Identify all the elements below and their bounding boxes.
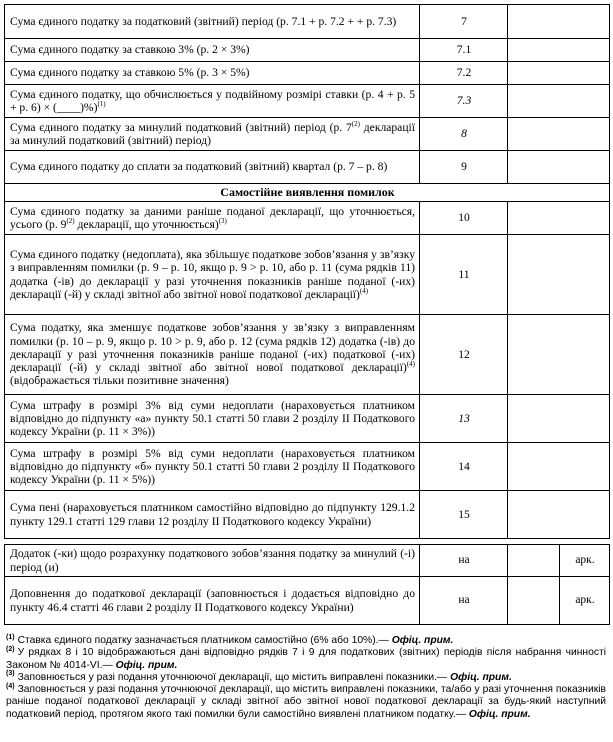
footnote-official: Офіц. прим. — [450, 671, 512, 683]
footnote-mark: (1) — [6, 633, 15, 641]
row-label: Сума єдиного податку за ставкою 5% (р. 3 × 5%) — [5, 62, 420, 85]
attachment-row — [5, 577, 610, 625]
row-label: Сума єдиного податку, що обчислюється у подвійному розмірі ставки (р. 4 + р. 5 + р. 6) × (____)%)$^{(1)}$ — [5, 85, 420, 118]
attachment-count-cell[interactable] — [508, 545, 560, 577]
attachment-na: на — [420, 577, 508, 625]
row-label: Сума штрафу в розмірі 3% від суми недоплати (нараховується платником відповідно до підпункту «а» пункту 50.1 статті 50 глави 2 розділу II Податкового кодексу України (р. 11 × 3%)) — [5, 395, 420, 443]
row-number: 8 — [420, 118, 508, 151]
attachment-label: Додаток (-ки) щодо розрахунку податкового зобов’язання податку за минулий (-і) період (и) — [5, 545, 420, 577]
footnote-text: Заповнюється у разі подання уточнюючої декларації, що містить виправлені показники.— — [17, 671, 448, 683]
footnote-text: Заповнюється у разі подання уточнюючої декларації, що містить виправлені показники, та/або у разі уточнення показників раніше поданої податкової декларації у складі звітної або звітної нової податкової декларації за будь-який наступний податковий період, протягом якого такі помилки були самостійно виявлені платником податку.— — [6, 684, 606, 720]
value-cell[interactable] — [508, 202, 610, 235]
value-cell[interactable] — [508, 5, 610, 39]
footnote — [6, 672, 606, 684]
value-cell[interactable] — [508, 151, 610, 184]
row-number: 11 — [420, 235, 508, 315]
section-title: Самостійне виявлення помилок — [5, 184, 610, 202]
footnote — [6, 647, 606, 672]
footnote-text: Ставка єдиного податку зазначається платником самостійно (6% або 10%).— — [17, 635, 389, 646]
row-number: 9 — [420, 151, 508, 184]
footnote-mark: (2) — [6, 645, 15, 653]
value-cell[interactable] — [508, 85, 610, 118]
value-cell[interactable] — [508, 395, 610, 443]
row-label: Сума податку, яка зменшує податкове зобов’язання у зв’язку з виправленням помилки (р. 10 – р. 9, якщо р. 10 > р. 9, або р. 12 (сума рядків 12) додатка (-ів) до декларації у разі уточнення показників раніше поданої (-их) податкової (-их) декларації (-й) у складі звітної або звітної нової податкової декларації)$^{(4)}$ (відображається тільки позитивне значення) — [5, 315, 420, 395]
footnote-mark: (3) — [6, 670, 15, 678]
table-row — [5, 395, 610, 443]
row-number: 7.2 — [420, 62, 508, 85]
table-row — [5, 39, 610, 62]
section-header — [5, 184, 610, 202]
row-number: 14 — [420, 443, 508, 491]
table-row — [5, 235, 610, 315]
table-row — [5, 491, 610, 539]
table-row — [5, 202, 610, 235]
value-cell[interactable] — [508, 491, 610, 539]
footnote-official: Офіц. прим. — [468, 708, 531, 720]
footnote — [6, 684, 606, 721]
row-label: Сума єдиного податку за даними раніше поданої декларації, що уточнюється, усього (р. 9$^{(2)}$ декларації, що уточнюється)$^{(3)}$ — [5, 202, 420, 235]
value-cell[interactable] — [508, 443, 610, 491]
value-cell[interactable] — [508, 315, 610, 395]
row-label: Сума єдиного податку за минулий податковий (звітний) період (р. 7$^{(2)}$ декларації за минулий податковий (звітний) період) — [5, 118, 420, 151]
attachment-label: Доповнення до податкової декларації (заповнюється і додається відповідно до пункту 46.4 статті 46 глави 2 розділу II Податкового кодексу України) — [5, 577, 420, 625]
value-cell[interactable] — [508, 62, 610, 85]
table-row — [5, 151, 610, 184]
row-number: 7.1 — [420, 39, 508, 62]
footnote-official: Офіц. прим. — [391, 635, 454, 646]
row-label: Сума єдиного податку за ставкою 3% (р. 2 × 3%) — [5, 39, 420, 62]
footnote — [6, 635, 606, 647]
table-row — [5, 118, 610, 151]
table-row — [5, 62, 610, 85]
attachment-count-cell[interactable] — [508, 577, 560, 625]
table-row — [5, 443, 610, 491]
attachment-row — [5, 545, 610, 577]
row-label: Сума єдиного податку за податковий (звітний) період (р. 7.1 + р. 7.2 + + р. 7.3) — [5, 5, 420, 39]
attachment-na: на — [420, 545, 508, 577]
attachments-table — [4, 544, 610, 625]
attachment-ark: арк. — [560, 577, 610, 625]
table-row — [5, 315, 610, 395]
row-label: Сума єдиного податку (недоплата), яка збільшує податкове зобов’язання у зв’язку з виправленням помилки (р. 9 – р. 10, якщо р. 9 > р. 10, або р. 11 (сума рядків 11) додатка (-ів) до декларації у разі уточнення показників раніше поданої (-их) декларації (-й) у складі звітної або звітної нової податкової декларації)$^{(4)}$ — [5, 235, 420, 315]
attachment-ark: арк. — [560, 545, 610, 577]
footnotes — [6, 635, 606, 721]
row-number: 13 — [420, 395, 508, 443]
row-number: 7 — [420, 5, 508, 39]
row-number: 7.3 — [420, 85, 508, 118]
value-cell[interactable] — [508, 235, 610, 315]
value-cell[interactable] — [508, 39, 610, 62]
row-label: Сума пені (нараховується платником самостійно відповідно до підпункту 129.1.2 пункту 129.1 статті 129 глави 12 розділу II Податкового кодексу України) — [5, 491, 420, 539]
row-number: 12 — [420, 315, 508, 395]
footnote-official: Офіц. прим. — [115, 659, 178, 671]
declaration-table — [4, 4, 610, 539]
row-number: 10 — [420, 202, 508, 235]
table-row — [5, 5, 610, 39]
footnote-mark: (4) — [6, 682, 15, 690]
footnote-text: У рядках 8 і 10 відображаються дані відповідно рядків 7 і 9 для податкових (звітних) періодів після набрання чинності Законом № 4014-VI.— — [6, 647, 606, 671]
table-row — [5, 85, 610, 118]
row-label: Сума єдиного податку до сплати за податковий (звітний) квартал (р. 7 – р. 8) — [5, 151, 420, 184]
value-cell[interactable] — [508, 118, 610, 151]
row-number: 15 — [420, 491, 508, 539]
row-label: Сума штрафу в розмірі 5% від суми недоплати (нараховується платником відповідно до підпункту «б» пункту 50.1 статті 50 глави 2 розділу II Податкового кодексу України (р. 11 × 5%)) — [5, 443, 420, 491]
